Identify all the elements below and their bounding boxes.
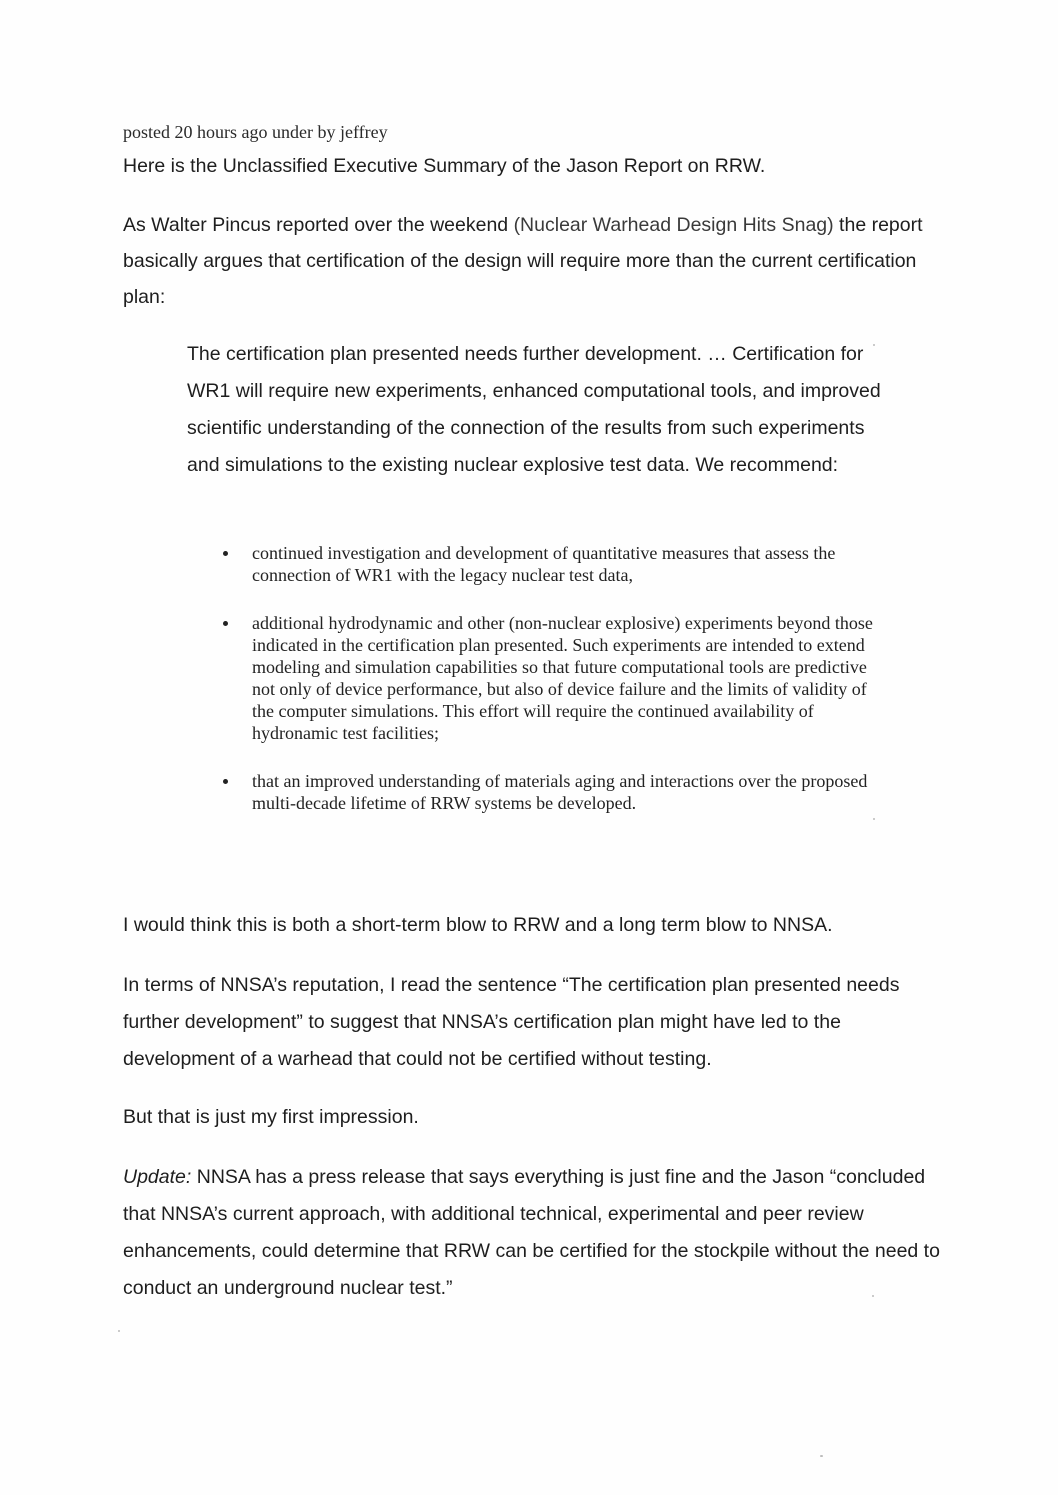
bullet-icon: [223, 779, 228, 784]
intro-paragraph: Here is the Unclassified Executive Summary of the Jason Report on RRW.: [123, 155, 766, 177]
paragraph-text: As Walter Pincus reported over the weekend: [123, 214, 514, 236]
scan-speck: [872, 1295, 874, 1297]
paragraph-update: [123, 1159, 943, 1307]
update-colon: :: [185, 1166, 192, 1188]
update-label: Update: [123, 1166, 186, 1188]
paragraph-pincus: [123, 207, 943, 315]
list-item: [215, 542, 875, 586]
post-meta: posted 20 hours ago under by jeffrey: [123, 122, 388, 142]
paragraph-impression: But that is just my first impression.: [123, 1106, 419, 1128]
list-item-text: additional hydrodynamic and other (non-nuclear explosive) experiments beyond those indicated in the certification plan presented. Such experiments are intended to extend modeling and simulation capabilities so that future computational tools are predictive not only of device performance, but also of device failure and the limits of validity of the computer simulations. This effort will require the continued availability of hydronamic test facilities;: [252, 613, 873, 743]
bullet-icon: [223, 551, 228, 556]
paragraph-text: the report basically argues that certification of the design will require more than the current certification plan:: [123, 214, 923, 308]
list-item: [215, 612, 875, 744]
article-link[interactable]: (Nuclear Warhead Design Hits Snag): [513, 214, 834, 236]
scan-speck: [873, 818, 875, 820]
update-text: NNSA has a press release that says everything is just fine and the Jason “concluded that NNSA’s current approach, with additional technical, experimental and peer review enhancements, could determine that RRW can be certified for the stockpile without the need to conduct an underground nuclear test.”: [123, 1166, 940, 1299]
scan-speck: [820, 1455, 823, 1457]
scan-speck: [873, 344, 875, 346]
recommendation-list: [215, 542, 875, 840]
paragraph-reputation: In terms of NNSA’s reputation, I read the sentence “The certification plan presented needs further development” to suggest that NNSA’s certification plan might have led to the development of a warhead that could not be certified without testing.: [123, 974, 900, 1070]
block-quote: The certification plan presented needs further development. … Certification for WR1 will require new experiments, enhanced computational tools, and improved scientific understanding of the connection of the results from such experiments and simulations to the existing nuclear explosive test data. We recommend:: [187, 343, 881, 476]
bullet-icon: [223, 621, 228, 626]
scan-speck: [118, 1330, 120, 1332]
list-item-text: continued investigation and development of quantitative measures that assess the connection of WR1 with the legacy nuclear test data,: [252, 543, 836, 585]
paragraph-blow: I would think this is both a short-term blow to RRW and a long term blow to NNSA.: [123, 914, 833, 936]
list-item-text: that an improved understanding of materials aging and interactions over the proposed multi-decade lifetime of RRW systems be developed.: [252, 771, 868, 813]
list-item: [215, 770, 875, 814]
